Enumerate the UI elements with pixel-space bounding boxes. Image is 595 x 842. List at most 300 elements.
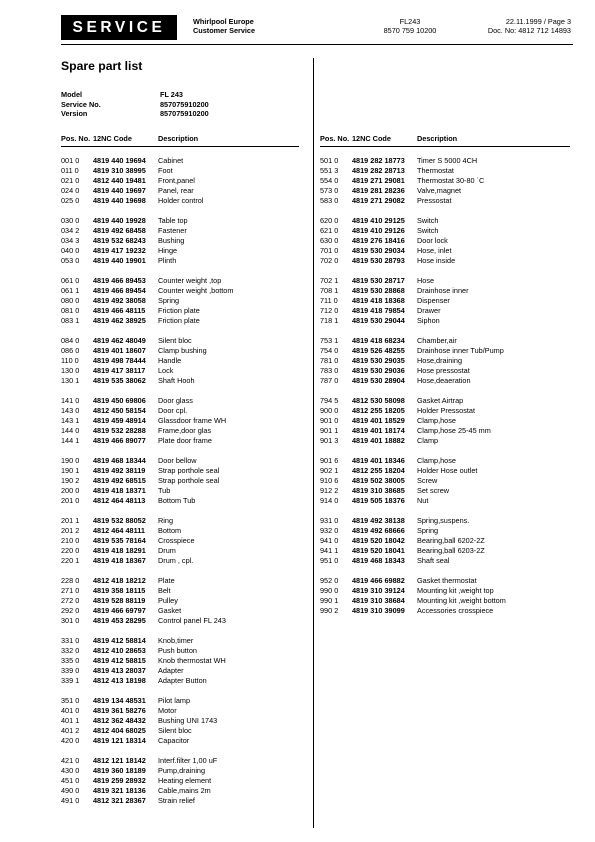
header-pos: Pos. No.	[61, 134, 91, 143]
part-description: Door bellow	[158, 455, 197, 465]
part-description: Spring	[417, 525, 439, 535]
part-code: 4819 466 89077	[93, 435, 146, 445]
part-position: 701 0	[320, 245, 339, 255]
table-row	[61, 196, 299, 206]
parts-table-left	[61, 134, 299, 806]
table-row	[61, 726, 299, 736]
part-description: Spring	[158, 295, 180, 305]
table-row	[61, 556, 299, 566]
part-description: Switch	[417, 225, 439, 235]
part-position: 271 0	[61, 585, 80, 595]
part-position: 143 1	[61, 415, 80, 425]
part-position: 794 5	[320, 395, 339, 405]
table-row	[61, 296, 299, 306]
table-row	[61, 546, 299, 556]
part-code: 4819 459 48914	[93, 415, 146, 425]
part-code: 4819 276 18416	[352, 235, 405, 245]
part-position: 702 0	[320, 255, 339, 265]
table-row	[320, 166, 570, 176]
header-desc: Description	[417, 134, 458, 143]
part-code: 4819 535 78164	[93, 535, 146, 545]
header-doc-block	[488, 17, 571, 35]
part-code: 4812 404 68025	[93, 725, 146, 735]
part-description: Accessories crosspiece	[417, 605, 494, 615]
part-code: 4819 492 38138	[352, 515, 405, 525]
part-code: 4812 464 48111	[93, 525, 145, 535]
part-description: Set screw	[417, 485, 450, 495]
table-row	[61, 756, 299, 766]
header-divider	[61, 44, 573, 45]
part-description: Clamp,hose	[417, 415, 456, 425]
part-description: Pump,draining	[158, 765, 206, 775]
part-position: 932 0	[320, 525, 339, 535]
table-row	[61, 216, 299, 226]
part-description: Bottom Tub	[158, 495, 196, 505]
part-code: 4819 492 38119	[93, 465, 146, 475]
table-row	[61, 486, 299, 496]
part-position: 301 0	[61, 615, 80, 625]
part-code: 4819 418 18367	[93, 555, 146, 565]
part-description: Pilot lamp	[158, 695, 191, 705]
table-row	[320, 186, 570, 196]
part-description: Hose pressostat	[417, 365, 470, 375]
part-description: Knob,timer	[158, 635, 194, 645]
part-code: 4819 502 38005	[352, 475, 405, 485]
parts-body	[320, 156, 570, 616]
part-description: Holder control	[158, 195, 204, 205]
part-description: Cabinet	[158, 155, 184, 165]
part-description: Hose,draining	[417, 355, 463, 365]
table-row	[61, 436, 299, 446]
part-position: 061 0	[61, 275, 80, 285]
part-description: Strain relief	[158, 795, 195, 805]
part-description: Bottom	[158, 525, 182, 535]
table-row	[61, 736, 299, 746]
part-position: 141 0	[61, 395, 80, 405]
table-row	[320, 286, 570, 296]
part-position: 335 0	[61, 655, 80, 665]
part-description: Adapter Button	[158, 675, 207, 685]
part-position: 061 1	[61, 285, 80, 295]
part-code: 4819 412 58815	[93, 655, 146, 665]
part-code: 4819 520 18041	[352, 545, 405, 555]
part-code: 4819 530 29035	[352, 355, 405, 365]
part-description: Counter weight ,bottom	[158, 285, 234, 295]
table-row	[61, 576, 299, 586]
part-position: 912 2	[320, 485, 339, 495]
part-code: 4819 466 48115	[93, 305, 146, 315]
part-description: Fastener	[158, 225, 187, 235]
part-description: Strap porthole seal	[158, 475, 220, 485]
part-description: Knob thermostat WH	[158, 655, 226, 665]
part-code: 4812 410 28653	[93, 645, 146, 655]
part-description: Hose	[417, 275, 435, 285]
part-code: 4819 528 88119	[93, 595, 146, 605]
group-spacer	[320, 266, 570, 276]
part-code: 4812 321 28367	[93, 795, 146, 805]
table-row	[320, 536, 570, 546]
part-code: 4819 440 19901	[93, 255, 146, 265]
part-position: 901 3	[320, 435, 339, 445]
table-row	[61, 166, 299, 176]
part-position: 941 0	[320, 535, 339, 545]
part-code: 4819 401 18882	[352, 435, 405, 445]
part-description: Drainhose inner Tub/Pump	[417, 345, 504, 355]
part-code: 4819 466 89453	[93, 275, 146, 285]
part-position: 081 0	[61, 305, 80, 315]
part-position: 228 0	[61, 575, 80, 585]
part-code: 4819 310 39099	[352, 605, 405, 615]
part-position: 086 0	[61, 345, 80, 355]
part-position: 084 0	[61, 335, 80, 345]
table-row	[320, 466, 570, 476]
group-spacer	[61, 746, 299, 756]
part-description: Hose,deaeration	[417, 375, 471, 385]
group-spacer	[61, 626, 299, 636]
part-code: 4819 535 38062	[93, 375, 146, 385]
group-spacer	[320, 326, 570, 336]
table-row	[320, 456, 570, 466]
part-position: 021 0	[61, 175, 80, 185]
table-row	[61, 256, 299, 266]
part-position: 754 0	[320, 345, 339, 355]
model-info-value: 857075910200	[160, 109, 209, 119]
table-row	[61, 186, 299, 196]
table-row	[61, 606, 299, 616]
part-code: 4812 255 18204	[352, 465, 405, 475]
model-info-label: Model	[61, 90, 83, 99]
part-description: Capacitor	[158, 735, 190, 745]
part-code: 4819 281 28236	[352, 185, 405, 195]
model-info-row	[61, 100, 209, 110]
part-code: 4819 401 18607	[93, 345, 146, 355]
part-description: Ring	[158, 515, 174, 525]
part-position: 554 0	[320, 175, 339, 185]
part-description: Clamp	[417, 435, 439, 445]
part-description: Hose, inlet	[417, 245, 452, 255]
part-code: 4819 462 48049	[93, 335, 146, 345]
part-code: 4819 401 18174	[352, 425, 405, 435]
header-code: 12NC Code	[93, 134, 132, 143]
part-description: Silent bloc	[158, 335, 192, 345]
table-row	[320, 576, 570, 586]
part-description: Motor	[158, 705, 177, 715]
part-code: 4819 282 18773	[352, 155, 405, 165]
part-description: Heating element	[158, 775, 212, 785]
table-row	[320, 226, 570, 236]
part-description: Plinth	[158, 255, 177, 265]
model-info-label: Version	[61, 109, 88, 119]
part-description: Silent bloc	[158, 725, 192, 735]
header-model-block	[355, 17, 465, 35]
part-position: 621 0	[320, 225, 339, 235]
part-description: Interf.filter 1,00 uF	[158, 755, 218, 765]
part-position: 712 0	[320, 305, 339, 315]
part-code: 4812 418 18212	[93, 575, 146, 585]
part-description: Adapter	[158, 665, 184, 675]
part-position: 144 1	[61, 435, 80, 445]
part-code: 4819 121 18314	[93, 735, 146, 745]
group-spacer	[320, 206, 570, 216]
part-description: Friction plate	[158, 305, 200, 315]
group-spacer	[61, 566, 299, 576]
part-position: 040 0	[61, 245, 80, 255]
part-description: Spring,suspens.	[417, 515, 470, 525]
table-row	[61, 676, 299, 686]
part-position: 339 0	[61, 665, 80, 675]
group-spacer	[61, 506, 299, 516]
part-code: 4819 412 58814	[93, 635, 146, 645]
part-description: Pressostat	[417, 195, 452, 205]
part-description: Drawer	[417, 305, 441, 315]
part-code: 4819 259 28932	[93, 775, 146, 785]
part-description: Foot	[158, 165, 173, 175]
table-row	[61, 656, 299, 666]
part-description: Cable,mains 2m	[158, 785, 211, 795]
table-row	[320, 296, 570, 306]
part-position: 931 0	[320, 515, 339, 525]
part-code: 4819 466 69882	[352, 575, 405, 585]
part-description: Bushing	[158, 235, 185, 245]
table-row	[61, 356, 299, 366]
table-row	[61, 156, 299, 166]
table-row	[61, 376, 299, 386]
part-description: Holder Pressostat	[417, 405, 475, 415]
part-position: 201 0	[61, 495, 80, 505]
part-code: 4819 321 18136	[93, 785, 146, 795]
group-spacer	[61, 206, 299, 216]
part-description: Bearing,ball 6202-2Z	[417, 535, 485, 545]
part-position: 200 0	[61, 485, 80, 495]
part-position: 331 0	[61, 635, 80, 645]
part-position: 702 1	[320, 275, 339, 285]
group-spacer	[320, 506, 570, 516]
column-divider	[313, 58, 314, 828]
part-position: 420 0	[61, 735, 80, 745]
part-code: 4819 520 18042	[352, 535, 405, 545]
part-code: 4819 440 19697	[93, 185, 146, 195]
part-position: 902 1	[320, 465, 339, 475]
part-code: 4819 492 68458	[93, 225, 146, 235]
part-description: Thermostat	[417, 165, 454, 175]
part-code: 4819 417 19232	[93, 245, 146, 255]
group-spacer	[61, 446, 299, 456]
table-row	[320, 196, 570, 206]
part-description: Screw	[417, 475, 438, 485]
table-row	[320, 376, 570, 386]
part-position: 573 0	[320, 185, 339, 195]
part-position: 787 0	[320, 375, 339, 385]
part-description: Clamp,hose	[417, 455, 456, 465]
table-header-rule	[320, 146, 570, 147]
table-row	[320, 596, 570, 606]
part-position: 210 0	[61, 535, 80, 545]
part-code: 4819 530 28793	[352, 255, 405, 265]
model-info-value: FL 243	[160, 90, 183, 99]
part-position: 332 0	[61, 645, 80, 655]
group-spacer	[320, 446, 570, 456]
part-position: 952 0	[320, 575, 339, 585]
part-code: 4819 530 29036	[352, 365, 405, 375]
part-description: Gasket	[158, 605, 182, 615]
part-code: 4819 462 38925	[93, 315, 146, 325]
part-code: 4819 358 18115	[93, 585, 146, 595]
part-code: 4819 418 68234	[352, 335, 405, 345]
part-description: Glassdoor frame WH	[158, 415, 227, 425]
part-code: 4812 450 58154	[93, 405, 146, 415]
page-title: Spare part list	[61, 59, 143, 73]
table-row	[320, 496, 570, 506]
part-position: 401 0	[61, 705, 80, 715]
part-description: Front,panel	[158, 175, 195, 185]
table-row	[61, 336, 299, 346]
part-code: 4819 532 88052	[93, 515, 146, 525]
part-position: 501 0	[320, 155, 339, 165]
table-row	[61, 176, 299, 186]
part-position: 914 0	[320, 495, 339, 505]
part-position: 083 1	[61, 315, 80, 325]
table-row	[61, 516, 299, 526]
group-spacer	[61, 266, 299, 276]
part-position: 620 0	[320, 215, 339, 225]
part-description: Mounting kit ,weight top	[417, 585, 494, 595]
part-description: Chamber,air	[417, 335, 457, 345]
part-description: Belt	[158, 585, 171, 595]
part-code: 4819 440 19694	[93, 155, 146, 165]
table-row	[61, 496, 299, 506]
part-position: 401 1	[61, 715, 80, 725]
part-position: 421 0	[61, 755, 80, 765]
part-position: 451 0	[61, 775, 80, 785]
part-description: Table top	[158, 215, 188, 225]
part-description: Plate door frame	[158, 435, 212, 445]
parts-table-right	[320, 134, 570, 616]
part-position: 034 2	[61, 225, 80, 235]
part-position: 011 0	[61, 165, 79, 175]
part-description: Door cpl.	[158, 405, 188, 415]
table-row	[320, 606, 570, 616]
part-position: 490 0	[61, 785, 80, 795]
header-desc: Description	[158, 134, 199, 143]
table-row	[320, 436, 570, 446]
part-position: 901 0	[320, 415, 339, 425]
group-spacer	[61, 686, 299, 696]
part-description: Drum , cpl.	[158, 555, 194, 565]
table-row	[320, 356, 570, 366]
part-code: 4819 310 38684	[352, 595, 405, 605]
table-row	[61, 776, 299, 786]
parts-body	[61, 156, 299, 806]
department-name: Customer Service	[193, 26, 256, 36]
group-spacer	[320, 566, 570, 576]
part-description: Bushing UNI 1743	[158, 715, 218, 725]
part-position: 001 0	[61, 155, 80, 165]
part-code: 4819 310 39124	[352, 585, 405, 595]
header-code: 12NC Code	[352, 134, 391, 143]
table-row	[61, 766, 299, 776]
part-code: 4819 418 18368	[352, 295, 405, 305]
part-code: 4819 492 68666	[352, 525, 405, 535]
part-code: 4819 530 29044	[352, 315, 405, 325]
table-row	[61, 786, 299, 796]
part-position: 024 0	[61, 185, 80, 195]
table-row	[61, 366, 299, 376]
part-code: 4819 271 29082	[352, 195, 405, 205]
part-code: 4819 532 68243	[93, 235, 146, 245]
table-row	[61, 426, 299, 436]
part-description: Strap porthole seal	[158, 465, 220, 475]
part-description: Timer S 5000 4CH	[417, 155, 478, 165]
part-code: 4819 450 69806	[93, 395, 146, 405]
header-model-code: FL243	[399, 17, 421, 26]
part-position: 990 0	[320, 585, 339, 595]
part-position: 030 0	[61, 215, 80, 225]
part-code: 4812 440 19481	[93, 175, 146, 185]
part-description: Door glass	[158, 395, 193, 405]
service-badge: SERVICE	[61, 15, 177, 40]
part-position: 491 0	[61, 795, 80, 805]
table-row	[61, 716, 299, 726]
part-position: 272 0	[61, 595, 80, 605]
part-code: 4819 282 28713	[352, 165, 405, 175]
part-description: Bearing,ball 6203-2Z	[417, 545, 485, 555]
table-row	[320, 416, 570, 426]
table-row	[320, 246, 570, 256]
part-code: 4812 362 48432	[93, 715, 146, 725]
table-row	[320, 586, 570, 596]
part-code: 4819 468 18344	[93, 455, 146, 465]
part-code: 4819 532 28288	[93, 425, 146, 435]
part-position: 718 1	[320, 315, 339, 325]
table-row	[61, 526, 299, 536]
part-position: 201 2	[61, 525, 80, 535]
table-row	[61, 316, 299, 326]
table-row	[61, 226, 299, 236]
table-row	[320, 476, 570, 486]
group-spacer	[61, 386, 299, 396]
table-row	[61, 596, 299, 606]
part-code: 4819 413 28037	[93, 665, 146, 675]
table-row	[61, 466, 299, 476]
part-position: 783 0	[320, 365, 339, 375]
part-position: 143 0	[61, 405, 80, 415]
part-position: 401 2	[61, 725, 80, 735]
part-description: Nut	[417, 495, 429, 505]
part-code: 4819 418 18291	[93, 545, 146, 555]
part-code: 4819 418 79854	[352, 305, 405, 315]
part-description: Shaft seal	[417, 555, 450, 565]
table-row	[61, 306, 299, 316]
part-description: Hinge	[158, 245, 178, 255]
part-code: 4819 440 19698	[93, 195, 146, 205]
table-row	[320, 516, 570, 526]
header-date-page: 22.11.1999 / Page 3	[505, 17, 571, 26]
table-row	[320, 316, 570, 326]
part-position: 025 0	[61, 195, 80, 205]
part-position: 190 2	[61, 475, 80, 485]
part-position: 034 3	[61, 235, 80, 245]
part-description: Drum	[158, 545, 176, 555]
part-description: Shaft Hooh	[158, 375, 195, 385]
model-info-value: 857075910200	[160, 99, 209, 109]
part-code: 4819 530 29034	[352, 245, 405, 255]
part-position: 220 0	[61, 545, 80, 555]
part-code: 4819 410 29125	[352, 215, 405, 225]
part-description: Push button	[158, 645, 197, 655]
table-row	[320, 396, 570, 406]
part-code: 4819 440 19928	[93, 215, 146, 225]
part-position: 901 1	[320, 425, 339, 435]
